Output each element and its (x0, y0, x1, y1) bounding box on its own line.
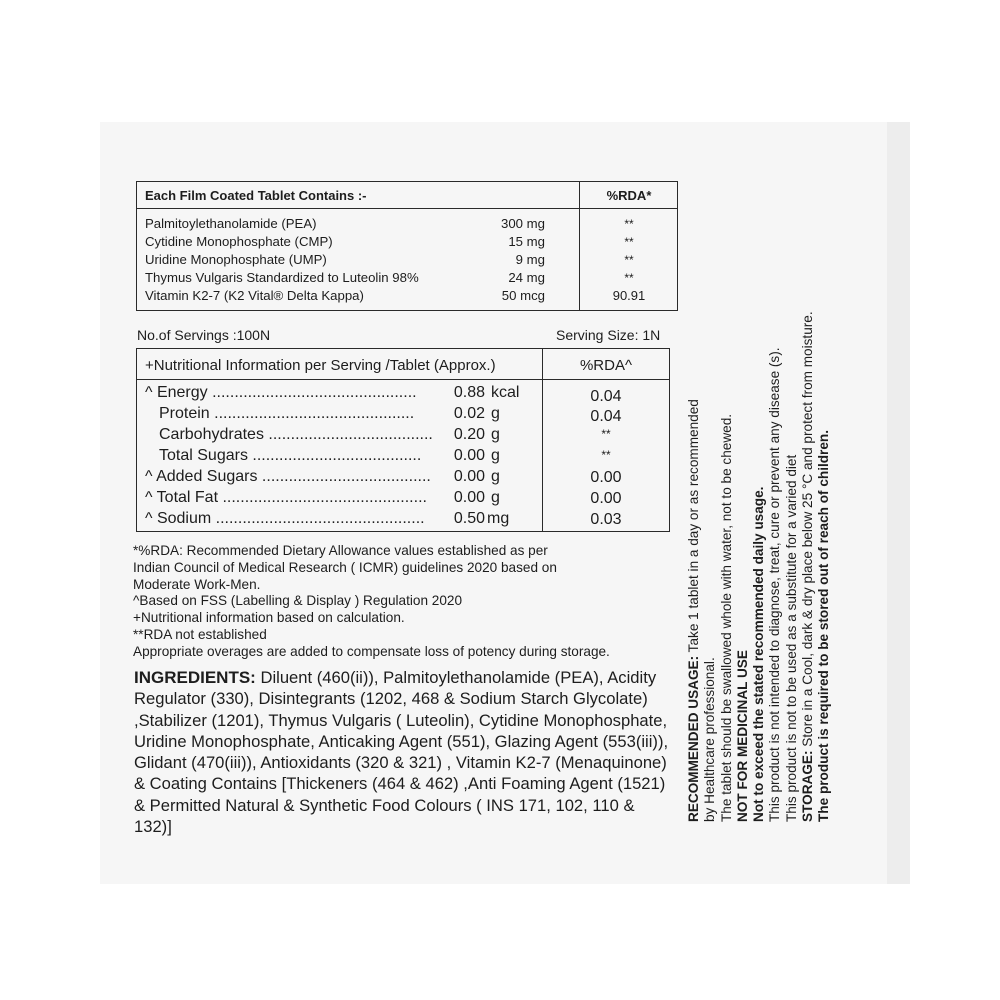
table-row (137, 426, 542, 446)
nutrient-unit: g (491, 447, 500, 464)
footnote: ^Based on FSS (Labelling & Display ) Regulation 2020 (133, 593, 463, 609)
disclaimer-line: This product is not to be used as a substitute for a varied diet (783, 454, 799, 822)
nutrient-name: ^ Sodium ............................................... (145, 510, 425, 527)
ingredient-qty: 24 mg (508, 270, 545, 285)
storage-label: STORAGE: (800, 750, 816, 822)
ingredient-name: Vitamin K2-7 (K2 Vital® Delta Kappa) (145, 288, 364, 303)
ingredient-rda: ** (624, 271, 634, 285)
storage-line (800, 242, 816, 822)
footnote: Indian Council of Medical Research ( ICMR) guidelines 2020 based on (133, 559, 557, 575)
table-row (137, 489, 542, 509)
nutrient-name: ^ Total Fat .............................................. (145, 489, 427, 506)
ingredient-name: Cytidine Monophosphate (CMP) (145, 234, 333, 249)
table-row (137, 510, 542, 530)
footnote: **RDA not established (133, 626, 267, 642)
box-edge (887, 122, 910, 884)
dosage-warning: Not to exceed the stated recommended daily usage. (751, 486, 767, 822)
nutrient-unit: kcal (491, 384, 520, 401)
usage-line: The tablet should be swallowed whole with water, not to be chewed. (718, 413, 734, 822)
table-row (137, 384, 542, 404)
nutrient-value: 0.50 (453, 510, 485, 527)
serving-size: Serving Size: 1N (556, 327, 661, 343)
ingredient-qty: 50 mcg (501, 288, 545, 303)
nutrient-value: 0.88 (453, 384, 485, 401)
footnotes (133, 543, 693, 661)
nutrient-value: 0.00 (453, 447, 485, 464)
ingredient-qty: 9 mg (515, 252, 545, 267)
table-divider (137, 208, 677, 209)
nutrient-rda: ** (601, 448, 611, 462)
usage-line: by Healthcare professional. (702, 657, 718, 822)
nutrient-rda: ** (601, 427, 611, 441)
footnote: +Nutritional information based on calculation. (133, 610, 405, 626)
nutrient-rda: 0.00 (590, 490, 622, 507)
footnote: *%RDA: Recommended Dietary Allowance values established as per (133, 543, 548, 558)
nutrition-header: +Nutritional Information per Serving /Tablet (Approx.) (145, 357, 496, 374)
ingredient-rda: 90.91 (612, 288, 646, 303)
table-row (145, 252, 575, 270)
servings-count: No.of Servings :100N (137, 327, 271, 343)
nutrient-value: 0.20 (453, 426, 485, 443)
nutrient-name: ^ Energy .............................................. (145, 384, 417, 401)
table-divider (137, 379, 669, 380)
ingredient-name: Uridine Monophosphate (UMP) (145, 252, 327, 267)
nutrient-value: 0.00 (453, 468, 485, 485)
nutrient-rda: 0.04 (590, 388, 622, 405)
ingredient-qty: 300 mg (501, 216, 545, 231)
table-row (137, 468, 542, 488)
nutrient-value: 0.00 (453, 489, 485, 506)
nutrient-name: Protein ............................................. (159, 405, 415, 422)
table-row (145, 270, 575, 288)
ingredient-rda: ** (624, 235, 634, 249)
ingredients-block (134, 667, 674, 837)
usage-text: Take 1 tablet in a day or as recommended (686, 399, 701, 656)
ingredient-rda: ** (624, 217, 634, 231)
nutrient-name: Total Sugars ...................................... (159, 447, 422, 464)
ingredients-label: INGREDIENTS: (134, 668, 256, 687)
table-row (137, 405, 542, 425)
nutrient-rda: 0.04 (590, 408, 622, 425)
table-row (145, 216, 575, 234)
composition-rda-header: %RDA* (606, 188, 652, 203)
nutrient-unit: g (491, 405, 500, 422)
footnote: Moderate Work-Men. (133, 576, 261, 592)
nutrient-unit: g (491, 489, 500, 506)
footnote: Appropriate overages are added to compensate loss of potency during storage. (133, 643, 610, 659)
nutrient-rda: 0.03 (590, 511, 622, 528)
nutrient-unit: g (491, 468, 500, 485)
storage-text: Store in a Cool, dark & dry place below 25 °C and protect from moisture. (800, 311, 816, 751)
nutrient-unit: mg (487, 510, 510, 527)
ingredient-qty: 15 mg (508, 234, 545, 249)
ingredients-text: Diluent (460(ii)), Palmitoylethanolamide (PEA), Acidity Regulator (330), Disintegrants (1202, 468 & Sodium Starch Glycolate) ,Stabilizer (1201), Thymus Vulgaris ( Luteolin), Cytidine Monophosphate, Uridine Monophosphate, Anticaking Agent (551), Glazing Agent (553(iii)), Glidant (470(iii)), Antioxidants (320 & 321) , Vitamin K2-7 (Menaquinone) & Coating Contains [Thickeners (464 & 462) ,Anti Foaming Agent (1521) & Permitted Natural & Synthetic Food Colours ( INS 171, 102, 110 & 132)] (134, 668, 669, 837)
nutrient-value: 0.02 (453, 405, 485, 422)
table-row (145, 234, 575, 252)
composition-header: Each Film Coated Tablet Contains :- (145, 188, 367, 203)
table-row (145, 288, 575, 306)
ingredient-rda: ** (624, 253, 634, 267)
nutrient-name: ^ Added Sugars ...................................... (145, 468, 431, 485)
nutrient-name: Carbohydrates ..................................... (159, 426, 433, 443)
nutrient-unit: g (491, 426, 500, 443)
not-medicinal-warning: NOT FOR MEDICINAL USE (734, 650, 750, 822)
usage-storage-block (686, 242, 833, 822)
usage-label: RECOMMENDED USAGE: (686, 655, 701, 822)
ingredient-name: Palmitoylethanolamide (PEA) (145, 216, 317, 231)
nutrition-rda-header: %RDA^ (579, 357, 633, 374)
table-row (137, 447, 542, 467)
children-warning: The product is required to be stored out of reach of children. (816, 430, 832, 822)
ingredient-name: Thymus Vulgaris Standardized to Luteolin 98% (145, 270, 419, 285)
nutrient-rda: 0.00 (590, 469, 622, 486)
nutrition-table (136, 348, 670, 532)
composition-table (136, 181, 678, 311)
disclaimer-line: This product is not intended to diagnose, treat, cure or prevent any disease (s). (767, 347, 783, 822)
usage-line (686, 242, 702, 822)
